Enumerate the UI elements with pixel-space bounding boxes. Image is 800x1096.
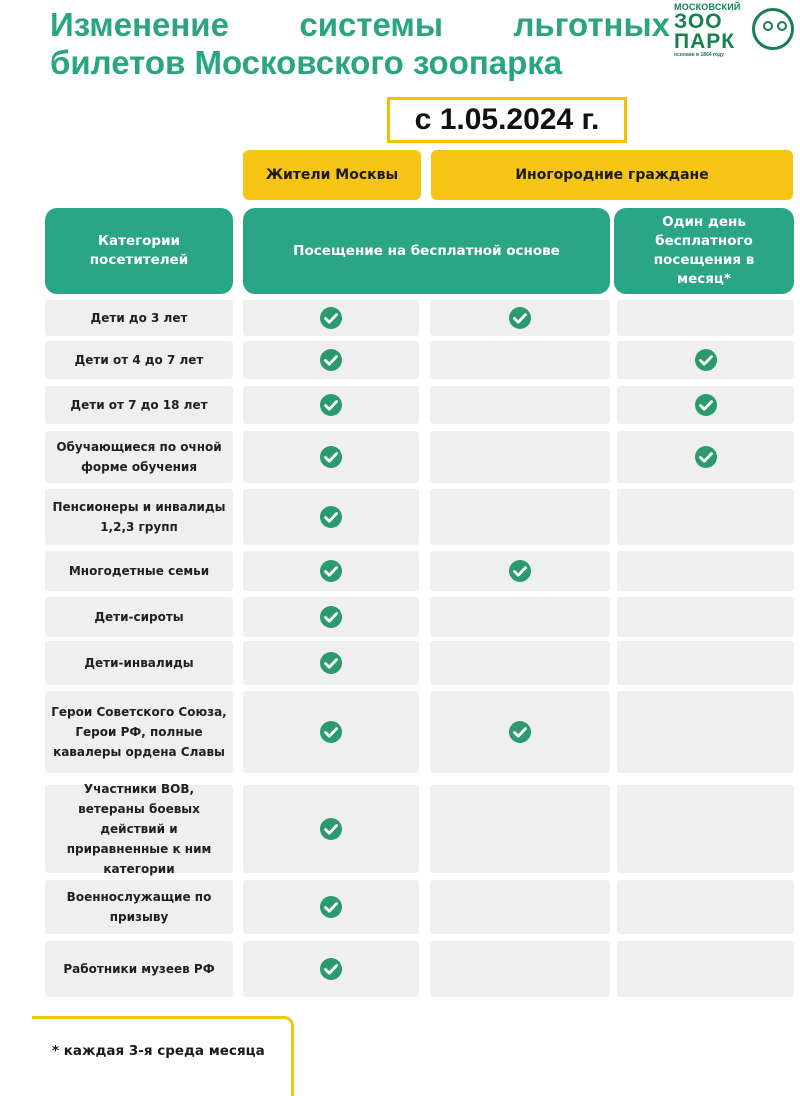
table-cell-moscow [243,341,419,379]
category-label: Герои Советского Союза, Герои РФ, полные кавалеры ордена Славы [45,691,233,773]
footnote: * каждая 3-я среда месяца [52,1043,265,1059]
table-cell-monthly [617,300,794,336]
category-label: Работники музеев РФ [45,941,233,997]
table-cell-free [430,489,610,545]
header-nonresidents: Иногородние граждане [431,150,793,200]
header-one-day-monthly: Один день бесплатного посещения в месяц* [614,208,794,294]
table-cell-free [430,386,610,424]
category-label: Участники ВОВ, ветераны боевых действий и приравненные к ним категории [45,785,233,873]
category-label: Дети от 4 до 7 лет [45,341,233,379]
check-circle-icon [508,559,532,583]
logo-tagline: основан в 1864 году [674,52,725,58]
table-cell-free [430,880,610,934]
title-word: льготных [513,6,670,43]
table-cell-monthly [617,941,794,997]
check-circle-icon [508,720,532,744]
table-cell-moscow [243,597,419,637]
check-circle-icon [694,445,718,469]
table-cell-moscow [243,386,419,424]
category-label: Дети-инвалиды [45,641,233,685]
table-cell-moscow [243,489,419,545]
check-circle-icon [319,306,343,330]
table-cell-moscow [243,300,419,336]
table-cell-monthly [617,785,794,873]
table-cell-monthly [617,551,794,591]
effective-date: с 1.05.2024 г. [387,97,627,143]
table-cell-moscow [243,880,419,934]
table-cell-free [430,597,610,637]
manul-emblem-icon [752,8,794,50]
check-circle-icon [319,651,343,675]
category-label: Обучающиеся по очной форме обучения [45,431,233,483]
table-cell-free [430,341,610,379]
table-cell-monthly [617,641,794,685]
check-circle-icon [319,393,343,417]
check-circle-icon [508,306,532,330]
logo-top-text: МОСКОВСКИЙ [674,2,741,12]
logo-main-text-2: ПАРК [674,30,736,53]
table-cell-free [430,641,610,685]
table-cell-moscow [243,941,419,997]
table-cell-moscow [243,431,419,483]
table-cell-free [430,785,610,873]
table-cell-moscow [243,641,419,685]
title-word: системы [299,6,444,43]
table-cell-monthly [617,489,794,545]
category-label: Дети-сироты [45,597,233,637]
check-circle-icon [319,817,343,841]
check-circle-icon [319,957,343,981]
check-circle-icon [694,393,718,417]
check-circle-icon [694,348,718,372]
table-cell-monthly [617,597,794,637]
title-line-2: билетов Московского зоопарка [50,44,563,81]
title-word: Изменение [50,6,229,43]
table-cell-free [430,691,610,773]
category-label: Пенсионеры и инвалиды 1,2,3 групп [45,489,233,545]
page-title [50,6,670,82]
header-free-visit: Посещение на бесплатной основе [243,208,610,294]
check-circle-icon [319,348,343,372]
table-cell-moscow [243,691,419,773]
check-circle-icon [319,720,343,744]
logo-main-text-1: ЗОО [674,10,723,33]
table-cell-free [430,431,610,483]
check-circle-icon [319,559,343,583]
table-cell-moscow [243,785,419,873]
table-cell-monthly [617,880,794,934]
table-cell-monthly [617,431,794,483]
header-categories: Категории посетителей [45,208,233,294]
table-cell-moscow [243,551,419,591]
check-circle-icon [319,605,343,629]
check-circle-icon [319,895,343,919]
table-cell-monthly [617,341,794,379]
table-cell-monthly [617,691,794,773]
zoo-logo [674,2,796,64]
category-label: Многодетные семьи [45,551,233,591]
category-label: Дети от 7 до 18 лет [45,386,233,424]
header-moscow-residents: Жители Москвы [243,150,421,200]
category-label: Военнослужащие по призыву [45,880,233,934]
category-label: Дети до 3 лет [45,300,233,336]
table-cell-monthly [617,386,794,424]
check-circle-icon [319,445,343,469]
table-cell-free [430,941,610,997]
table-cell-free [430,300,610,336]
check-circle-icon [319,505,343,529]
table-cell-free [430,551,610,591]
